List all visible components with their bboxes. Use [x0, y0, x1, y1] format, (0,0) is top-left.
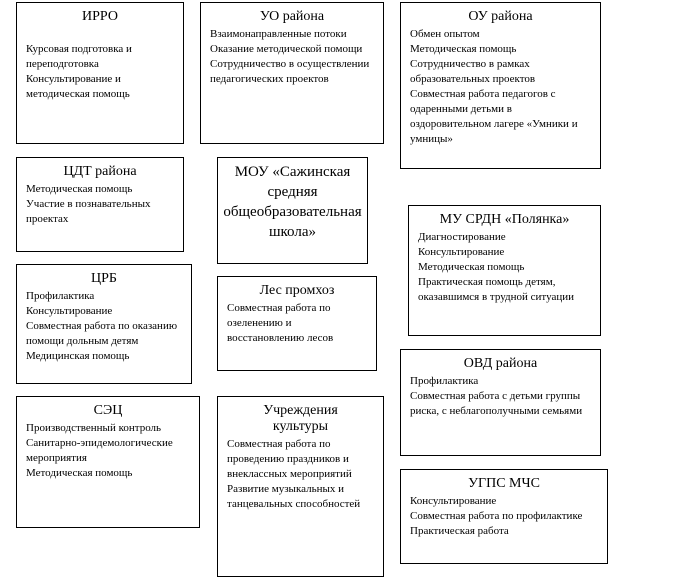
kultura-item: Совместная работа по проведению праздников и внеклассных мероприятий	[227, 438, 352, 480]
les-items	[218, 301, 376, 346]
les-box	[217, 276, 377, 371]
ugps-title: УГПС МЧС	[468, 476, 540, 491]
srdn-item: Методическая помощь	[418, 261, 525, 273]
kultura-items	[218, 437, 383, 512]
cdt-items	[17, 182, 183, 227]
les-title: Лес промхоз	[259, 283, 335, 298]
uo-item: Взаимонаправленные потоки	[210, 28, 347, 40]
uo-box	[200, 2, 384, 144]
crb-box	[16, 264, 192, 384]
ugps-box	[400, 469, 608, 564]
mou-box	[217, 157, 368, 264]
cdt-item: Методическая помощь	[26, 183, 133, 195]
uo-item: Сотрудничество в осуществлении педагогических проектов	[210, 58, 370, 85]
ou-item: Обмен опытом	[410, 28, 480, 40]
kultura-title: Учреждения культуры	[263, 403, 338, 434]
crb-items	[17, 289, 191, 364]
uo-item: Оказание методической помощи	[210, 43, 363, 55]
ovd-item: Профилактика	[410, 375, 479, 387]
uo-items	[201, 27, 383, 87]
crb-item: Медицинская помощь	[26, 350, 130, 362]
ou-item: Сотрудничество в рамках образовательных проектов	[410, 58, 536, 85]
crb-item: Совместная работа по оказанию помощи дольным детям	[26, 320, 178, 347]
srdn-item: Диагностирование	[418, 231, 506, 243]
kultura-item: Развитие музыкальных и танцевальных способностей	[227, 483, 361, 510]
sek-item: Методическая помощь	[26, 467, 133, 479]
ugps-item: Совместная работа по профилактике	[410, 510, 583, 522]
srdn-items	[409, 230, 600, 305]
ou-title: ОУ района	[468, 9, 533, 24]
sek-box	[16, 396, 200, 528]
sek-item: Производственный контроль	[26, 422, 162, 434]
irro-item: Курсовая подготовка и переподготовка	[26, 43, 132, 70]
srdn-item: Консультирование	[418, 246, 505, 258]
ugps-item: Консультирование	[410, 495, 497, 507]
srdn-box	[408, 205, 601, 336]
ugps-item: Практическая работа	[410, 525, 509, 537]
sek-item: Санитарно-эпидемологические мероприятия	[26, 437, 173, 464]
sek-title: СЭЦ	[93, 403, 123, 418]
ovd-item: Совместная работа с детьми группы риска, с неблагополучными семьями	[410, 390, 583, 417]
irro-title: ИРРО	[82, 9, 118, 24]
srdn-item: Практическая помощь детям, оказавшимся в трудной ситуации	[418, 276, 574, 303]
crb-item: Профилактика	[26, 290, 95, 302]
cdt-item: Участие в познавательных проектах	[26, 198, 151, 225]
crb-title: ЦРБ	[91, 271, 117, 286]
uo-title: УО района	[259, 9, 325, 24]
irro-box	[16, 2, 184, 144]
cdt-title: ЦДТ района	[63, 164, 137, 179]
ou-box	[400, 2, 601, 169]
crb-item: Консультирование	[26, 305, 113, 317]
ou-items	[401, 27, 600, 147]
sek-items	[17, 421, 199, 481]
ovd-box	[400, 349, 601, 456]
irro-item: Консультирование и методическая помощь	[26, 73, 130, 100]
ovd-items	[401, 374, 600, 419]
ou-item: Совместная работа педагогов с одаренными детьми в оздоровительном лагере «Умники и умницы»	[410, 88, 578, 145]
srdn-title: МУ СРДН «Полянка»	[439, 212, 570, 227]
ou-item: Методическая помощь	[410, 43, 517, 55]
les-item: Совместная работа по озеленению и восстановлению лесов	[227, 302, 334, 344]
cdt-box	[16, 157, 184, 252]
ovd-title: ОВД района	[463, 356, 538, 371]
ugps-items	[401, 494, 607, 539]
mou-title: МОУ «Сажинская средняя общеобразовательная школа»	[223, 164, 362, 240]
irro-items	[17, 42, 183, 102]
kultura-box	[217, 396, 384, 577]
